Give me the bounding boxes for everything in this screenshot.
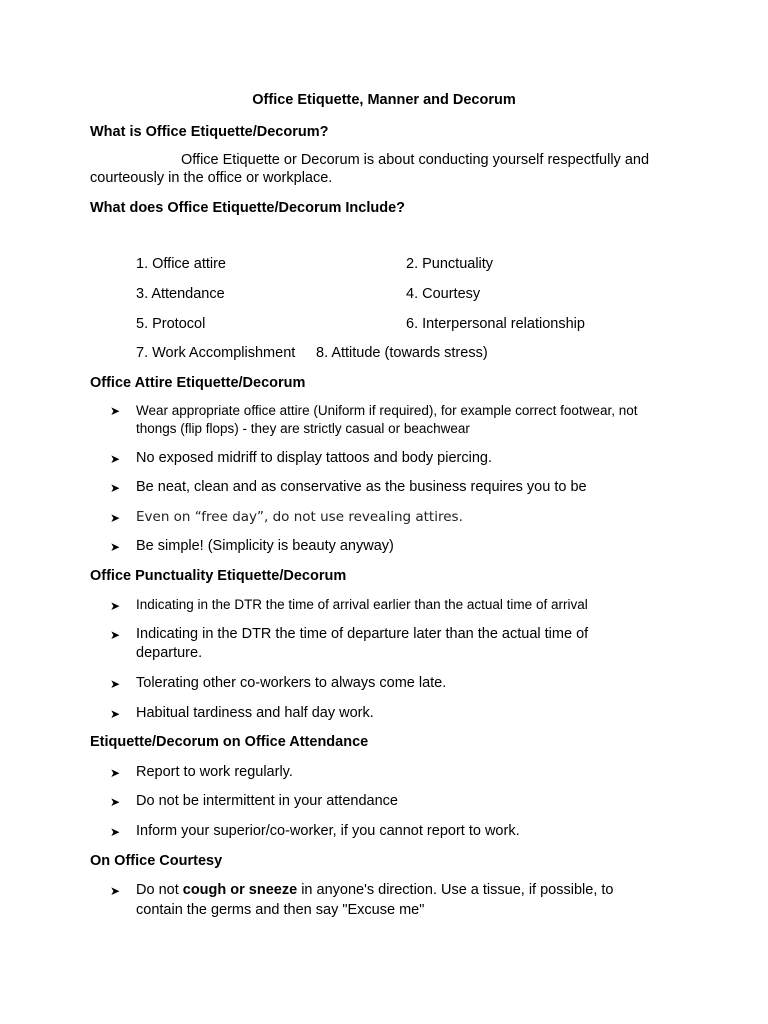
bullet-text [136, 882, 613, 898]
bullet-text-pre: Do not [136, 882, 183, 898]
list-item: 1. Office attire [136, 256, 226, 272]
bullet-text: departure. [136, 645, 203, 661]
list-item: 7. Work Accomplishment [136, 345, 296, 361]
heading-courtesy: On Office Courtesy [90, 853, 223, 869]
arrow-bullet-icon: ➤ [110, 599, 121, 613]
heading-attendance: Etiquette/Decorum on Office Attendance [90, 734, 369, 750]
bullet-text: No exposed midriff to display tattoos and body piercing. [136, 450, 492, 466]
arrow-bullet-icon: ➤ [110, 481, 121, 495]
bullet-text: Indicating in the DTR the time of departure later than the actual time of [136, 626, 589, 642]
heading-punctuality: Office Punctuality Etiquette/Decorum [90, 568, 347, 584]
arrow-bullet-icon: ➤ [110, 404, 121, 418]
arrow-bullet-icon: ➤ [110, 825, 121, 839]
list-item: 5. Protocol [136, 316, 206, 332]
bullet-text: thongs (flip flops) - they are strictly casual or beachwear [136, 421, 470, 436]
arrow-bullet-icon: ➤ [110, 540, 121, 554]
bullet-text: Do not be intermittent in your attendance [136, 793, 398, 809]
arrow-bullet-icon: ➤ [110, 628, 121, 642]
arrow-bullet-icon: ➤ [110, 677, 121, 691]
bullet-text: Inform your superior/co-worker, if you cannot report to work. [136, 823, 520, 839]
bullet-text-post: in anyone's direction. Use a tissue, if possible, to [297, 882, 614, 898]
bullet-text: Indicating in the DTR the time of arrival earlier than the actual time of arrival [136, 597, 588, 612]
bullet-text: Even on “free day”, do not use revealing attires. [136, 509, 463, 525]
arrow-bullet-icon: ➤ [110, 795, 121, 809]
bullet-text: Wear appropriate office attire (Uniform if required), for example correct footwear, not [136, 403, 638, 418]
paragraph-line: courteously in the office or workplace. [90, 170, 333, 186]
arrow-bullet-icon: ➤ [110, 511, 121, 525]
list-item: 3. Attendance [136, 286, 225, 302]
bullet-text-bold: cough or sneeze [182, 882, 298, 898]
arrow-bullet-icon: ➤ [110, 884, 121, 898]
bullet-text: Be simple! (Simplicity is beauty anyway) [136, 538, 394, 554]
bullet-text: Tolerating other co-workers to always come late. [136, 675, 447, 691]
arrow-bullet-icon: ➤ [110, 452, 121, 466]
paragraph-line: Office Etiquette or Decorum is about conducting yourself respectfully and [181, 152, 650, 168]
heading-attire: Office Attire Etiquette/Decorum [90, 375, 306, 391]
heading-what-is: What is Office Etiquette/Decorum? [90, 124, 329, 140]
heading-includes: What does Office Etiquette/Decorum Include? [90, 200, 406, 216]
bullet-text: contain the germs and then say "Excuse me" [136, 902, 425, 918]
arrow-bullet-icon: ➤ [110, 707, 121, 721]
arrow-bullet-icon: ➤ [110, 766, 121, 780]
list-item: 6. Interpersonal relationship [406, 316, 585, 332]
bullet-text: Be neat, clean and as conservative as the business requires you to be [136, 479, 587, 495]
bullet-text: Habitual tardiness and half day work. [136, 705, 374, 721]
list-item: 2. Punctuality [406, 256, 494, 272]
list-item: 4. Courtesy [406, 286, 481, 302]
list-item: 8. Attitude (towards stress) [316, 345, 488, 361]
document-title: Office Etiquette, Manner and Decorum [252, 92, 516, 108]
bullet-text: Report to work regularly. [136, 764, 293, 780]
